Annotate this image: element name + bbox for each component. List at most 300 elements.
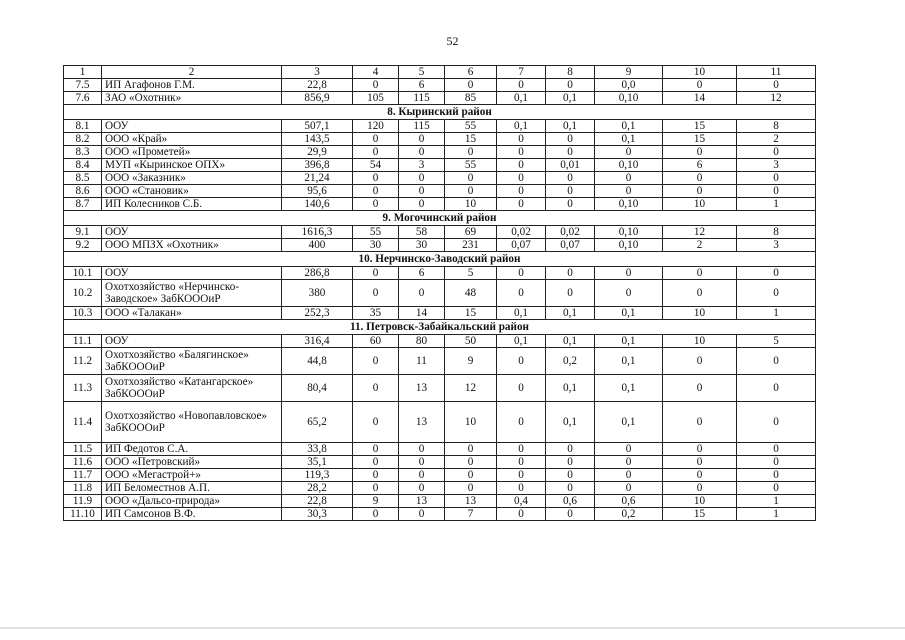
- row-number-cell: 7.5: [64, 79, 102, 92]
- column-number-cell: 2: [102, 66, 282, 79]
- table-row: [64, 92, 816, 105]
- value-cell: 0,01: [546, 159, 595, 172]
- value-cell: 0,1: [497, 92, 546, 105]
- value-cell: 252,3: [282, 307, 353, 320]
- column-number-cell: 11: [737, 66, 816, 79]
- organization-name-cell: ЗАО «Охотник»: [102, 92, 282, 105]
- value-cell: 0: [445, 146, 497, 159]
- value-cell: 0: [663, 267, 737, 280]
- value-cell: 0: [399, 172, 445, 185]
- value-cell: 0: [737, 375, 816, 402]
- value-cell: 0: [546, 469, 595, 482]
- value-cell: 0: [399, 280, 445, 307]
- table-row: [64, 456, 816, 469]
- value-cell: 30: [399, 239, 445, 252]
- value-cell: 0: [497, 172, 546, 185]
- table-row: [64, 482, 816, 495]
- table-row: [64, 335, 816, 348]
- row-number-cell: 11.7: [64, 469, 102, 482]
- value-cell: 0: [595, 443, 663, 456]
- value-cell: 0: [353, 280, 399, 307]
- row-number-cell: 11.3: [64, 375, 102, 402]
- organization-name-cell: ООО «Дальсо-природа»: [102, 495, 282, 508]
- value-cell: 0: [353, 267, 399, 280]
- district-section-row: [64, 105, 816, 120]
- value-cell: 0: [497, 508, 546, 521]
- organization-name-cell: МУП «Кыринское ОПХ»: [102, 159, 282, 172]
- value-cell: 0: [497, 267, 546, 280]
- row-number-cell: 11.9: [64, 495, 102, 508]
- table-row: [64, 172, 816, 185]
- value-cell: 13: [399, 402, 445, 443]
- value-cell: 0: [737, 146, 816, 159]
- table-row: [64, 443, 816, 456]
- column-number-cell: 10: [663, 66, 737, 79]
- row-number-cell: 8.4: [64, 159, 102, 172]
- hunting-data-table: [63, 65, 816, 521]
- value-cell: 12: [663, 226, 737, 239]
- column-number-cell: 3: [282, 66, 353, 79]
- value-cell: 0: [546, 508, 595, 521]
- value-cell: 0: [663, 172, 737, 185]
- organization-name-cell: Охотхозяйство «Нерчинско-Заводское» ЗабКОООиР: [102, 280, 282, 307]
- value-cell: 0: [546, 482, 595, 495]
- value-cell: 0: [399, 146, 445, 159]
- table-row: [64, 495, 816, 508]
- value-cell: 0: [353, 508, 399, 521]
- value-cell: 3: [737, 159, 816, 172]
- value-cell: 0,2: [546, 348, 595, 375]
- value-cell: 0: [399, 133, 445, 146]
- value-cell: 6: [399, 79, 445, 92]
- value-cell: 95,6: [282, 185, 353, 198]
- value-cell: 0: [737, 402, 816, 443]
- value-cell: 29,9: [282, 146, 353, 159]
- row-number-cell: 8.2: [64, 133, 102, 146]
- value-cell: 8: [737, 120, 816, 133]
- value-cell: 1: [737, 198, 816, 211]
- value-cell: 14: [399, 307, 445, 320]
- value-cell: 0: [663, 146, 737, 159]
- value-cell: 0: [445, 79, 497, 92]
- value-cell: 0: [595, 469, 663, 482]
- value-cell: 10: [445, 198, 497, 211]
- value-cell: 0: [737, 185, 816, 198]
- value-cell: 0: [497, 185, 546, 198]
- value-cell: 0: [353, 375, 399, 402]
- value-cell: 9: [445, 348, 497, 375]
- value-cell: 0: [546, 146, 595, 159]
- organization-name-cell: Охотхозяйство «Балягинское» ЗабКОООиР: [102, 348, 282, 375]
- value-cell: 1: [737, 495, 816, 508]
- value-cell: 0: [353, 198, 399, 211]
- value-cell: 13: [399, 495, 445, 508]
- value-cell: 115: [399, 92, 445, 105]
- table-row: [64, 239, 816, 252]
- value-cell: 10: [663, 198, 737, 211]
- value-cell: 0: [595, 456, 663, 469]
- column-number-cell: 1: [64, 66, 102, 79]
- organization-name-cell: ООО «Талакан»: [102, 307, 282, 320]
- value-cell: 0: [445, 469, 497, 482]
- value-cell: 0: [497, 159, 546, 172]
- value-cell: 0: [445, 185, 497, 198]
- organization-name-cell: ИП Самсонов В.Ф.: [102, 508, 282, 521]
- value-cell: 0: [546, 280, 595, 307]
- row-number-cell: 11.2: [64, 348, 102, 375]
- value-cell: 0,1: [546, 375, 595, 402]
- value-cell: 0,10: [595, 239, 663, 252]
- value-cell: 0: [663, 79, 737, 92]
- value-cell: 0,1: [595, 348, 663, 375]
- table-row: [64, 146, 816, 159]
- value-cell: 0,1: [497, 120, 546, 133]
- value-cell: 0: [663, 348, 737, 375]
- value-cell: 21,24: [282, 172, 353, 185]
- value-cell: 396,8: [282, 159, 353, 172]
- value-cell: 140,6: [282, 198, 353, 211]
- value-cell: 0: [663, 375, 737, 402]
- value-cell: 0: [546, 185, 595, 198]
- value-cell: 9: [353, 495, 399, 508]
- value-cell: 85: [445, 92, 497, 105]
- value-cell: 380: [282, 280, 353, 307]
- table-row: [64, 469, 816, 482]
- value-cell: 55: [353, 226, 399, 239]
- value-cell: 0,1: [546, 120, 595, 133]
- value-cell: 0: [737, 172, 816, 185]
- row-number-cell: 10.1: [64, 267, 102, 280]
- value-cell: 0: [546, 443, 595, 456]
- value-cell: 0: [737, 443, 816, 456]
- value-cell: 80,4: [282, 375, 353, 402]
- table-row: [64, 159, 816, 172]
- value-cell: 507,1: [282, 120, 353, 133]
- value-cell: 15: [445, 307, 497, 320]
- value-cell: 3: [737, 239, 816, 252]
- row-number-cell: 10.3: [64, 307, 102, 320]
- value-cell: 0: [497, 146, 546, 159]
- value-cell: 0: [546, 133, 595, 146]
- value-cell: 60: [353, 335, 399, 348]
- value-cell: 15: [663, 120, 737, 133]
- value-cell: 0: [353, 469, 399, 482]
- value-cell: 6: [399, 267, 445, 280]
- organization-name-cell: Охотхозяйство «Катангарское» ЗабКОООиР: [102, 375, 282, 402]
- value-cell: 0,1: [497, 307, 546, 320]
- value-cell: 0: [399, 198, 445, 211]
- value-cell: 0: [497, 469, 546, 482]
- row-number-cell: 7.6: [64, 92, 102, 105]
- value-cell: 7: [445, 508, 497, 521]
- table-row: [64, 226, 816, 239]
- row-number-cell: 11.1: [64, 335, 102, 348]
- value-cell: 55: [445, 159, 497, 172]
- value-cell: 0: [353, 146, 399, 159]
- value-cell: 0,2: [595, 508, 663, 521]
- value-cell: 48: [445, 280, 497, 307]
- value-cell: 0: [353, 482, 399, 495]
- value-cell: 0: [663, 185, 737, 198]
- value-cell: 0: [399, 508, 445, 521]
- district-section-row: [64, 320, 816, 335]
- value-cell: 0: [353, 185, 399, 198]
- row-number-cell: 11.4: [64, 402, 102, 443]
- value-cell: 0,10: [595, 159, 663, 172]
- value-cell: 35,1: [282, 456, 353, 469]
- value-cell: 0: [353, 133, 399, 146]
- column-number-cell: 8: [546, 66, 595, 79]
- value-cell: 10: [663, 335, 737, 348]
- value-cell: 0: [497, 198, 546, 211]
- organization-name-cell: ООО МПЗХ «Охотник»: [102, 239, 282, 252]
- value-cell: 0: [353, 348, 399, 375]
- row-number-cell: 11.6: [64, 456, 102, 469]
- value-cell: 0,07: [546, 239, 595, 252]
- value-cell: 0: [663, 456, 737, 469]
- value-cell: 10: [445, 402, 497, 443]
- value-cell: 0: [445, 172, 497, 185]
- value-cell: 22,8: [282, 79, 353, 92]
- organization-name-cell: ООО «Становик»: [102, 185, 282, 198]
- value-cell: 120: [353, 120, 399, 133]
- value-cell: 0: [445, 443, 497, 456]
- table-row: [64, 133, 816, 146]
- value-cell: 6: [663, 159, 737, 172]
- table-row: [64, 348, 816, 375]
- table-row: [64, 120, 816, 133]
- value-cell: 0,10: [595, 92, 663, 105]
- organization-name-cell: Охотхозяйство «Новопавловское» ЗабКОООиР: [102, 402, 282, 443]
- column-number-cell: 4: [353, 66, 399, 79]
- value-cell: 22,8: [282, 495, 353, 508]
- value-cell: 0: [399, 469, 445, 482]
- value-cell: 286,8: [282, 267, 353, 280]
- value-cell: 12: [445, 375, 497, 402]
- value-cell: 119,3: [282, 469, 353, 482]
- value-cell: 0: [353, 79, 399, 92]
- value-cell: 30: [353, 239, 399, 252]
- value-cell: 0: [546, 79, 595, 92]
- value-cell: 856,9: [282, 92, 353, 105]
- column-number-row: [64, 66, 816, 79]
- value-cell: 0,1: [595, 335, 663, 348]
- value-cell: 0: [595, 267, 663, 280]
- page-number: 52: [446, 34, 459, 48]
- value-cell: 0: [497, 348, 546, 375]
- organization-name-cell: ООУ: [102, 335, 282, 348]
- value-cell: 1: [737, 508, 816, 521]
- value-cell: 0: [497, 79, 546, 92]
- value-cell: 11: [399, 348, 445, 375]
- value-cell: 0: [595, 146, 663, 159]
- value-cell: 0: [353, 402, 399, 443]
- value-cell: 0: [737, 469, 816, 482]
- value-cell: 13: [399, 375, 445, 402]
- value-cell: 0: [595, 185, 663, 198]
- value-cell: 0: [399, 482, 445, 495]
- value-cell: 0: [497, 280, 546, 307]
- value-cell: 0: [663, 402, 737, 443]
- value-cell: 0,10: [595, 198, 663, 211]
- value-cell: 0,6: [595, 495, 663, 508]
- value-cell: 0: [546, 198, 595, 211]
- value-cell: 0,1: [595, 120, 663, 133]
- table-row: [64, 375, 816, 402]
- value-cell: 0: [663, 280, 737, 307]
- value-cell: 0: [737, 267, 816, 280]
- value-cell: 0: [353, 443, 399, 456]
- value-cell: 15: [663, 133, 737, 146]
- value-cell: 0: [399, 456, 445, 469]
- value-cell: 13: [445, 495, 497, 508]
- value-cell: 0: [595, 280, 663, 307]
- value-cell: 105: [353, 92, 399, 105]
- value-cell: 0,02: [497, 226, 546, 239]
- value-cell: 316,4: [282, 335, 353, 348]
- value-cell: 0: [546, 267, 595, 280]
- value-cell: 28,2: [282, 482, 353, 495]
- value-cell: 55: [445, 120, 497, 133]
- district-section-row: [64, 252, 816, 267]
- value-cell: 10: [663, 307, 737, 320]
- organization-name-cell: ООО «Край»: [102, 133, 282, 146]
- row-number-cell: 8.1: [64, 120, 102, 133]
- organization-name-cell: ИП Колесников С.Б.: [102, 198, 282, 211]
- column-number-cell: 7: [497, 66, 546, 79]
- value-cell: 0: [737, 456, 816, 469]
- table-row: [64, 402, 816, 443]
- value-cell: 231: [445, 239, 497, 252]
- value-cell: 0: [399, 443, 445, 456]
- value-cell: 30,3: [282, 508, 353, 521]
- row-number-cell: 11.5: [64, 443, 102, 456]
- value-cell: 33,8: [282, 443, 353, 456]
- table-row: [64, 280, 816, 307]
- value-cell: 5: [737, 335, 816, 348]
- value-cell: 12: [737, 92, 816, 105]
- value-cell: 0: [737, 482, 816, 495]
- row-number-cell: 11.8: [64, 482, 102, 495]
- value-cell: 0: [737, 79, 816, 92]
- value-cell: 0: [595, 482, 663, 495]
- row-number-cell: 11.10: [64, 508, 102, 521]
- organization-name-cell: ИП Федотов С.А.: [102, 443, 282, 456]
- value-cell: 0: [663, 443, 737, 456]
- value-cell: 0: [353, 172, 399, 185]
- value-cell: 2: [663, 239, 737, 252]
- value-cell: 80: [399, 335, 445, 348]
- value-cell: 0: [497, 133, 546, 146]
- value-cell: 15: [663, 508, 737, 521]
- value-cell: 5: [445, 267, 497, 280]
- value-cell: 14: [663, 92, 737, 105]
- value-cell: 0,1: [546, 335, 595, 348]
- value-cell: 58: [399, 226, 445, 239]
- value-cell: 0,0: [595, 79, 663, 92]
- value-cell: 0,6: [546, 495, 595, 508]
- value-cell: 0: [737, 280, 816, 307]
- value-cell: 0: [497, 482, 546, 495]
- value-cell: 0: [445, 482, 497, 495]
- row-number-cell: 8.6: [64, 185, 102, 198]
- value-cell: 1616,3: [282, 226, 353, 239]
- value-cell: 15: [445, 133, 497, 146]
- value-cell: 10: [663, 495, 737, 508]
- table-row: [64, 185, 816, 198]
- value-cell: 400: [282, 239, 353, 252]
- table-row: [64, 508, 816, 521]
- value-cell: 0,10: [595, 226, 663, 239]
- value-cell: 0,4: [497, 495, 546, 508]
- value-cell: 3: [399, 159, 445, 172]
- value-cell: 0,1: [595, 307, 663, 320]
- organization-name-cell: ООУ: [102, 226, 282, 239]
- row-number-cell: 9.2: [64, 239, 102, 252]
- organization-name-cell: ООО «Мегастрой+»: [102, 469, 282, 482]
- value-cell: 0: [497, 443, 546, 456]
- district-title: 11. Петровск-Забайкальский район: [64, 320, 816, 335]
- district-section-row: [64, 211, 816, 226]
- column-number-cell: 5: [399, 66, 445, 79]
- table-body: [64, 66, 816, 521]
- value-cell: 0: [497, 402, 546, 443]
- organization-name-cell: ООО «Заказник»: [102, 172, 282, 185]
- value-cell: 0: [737, 348, 816, 375]
- organization-name-cell: ООУ: [102, 267, 282, 280]
- row-number-cell: 8.5: [64, 172, 102, 185]
- value-cell: 0: [663, 482, 737, 495]
- organization-name-cell: ИП Агафонов Г.М.: [102, 79, 282, 92]
- value-cell: 0,1: [546, 402, 595, 443]
- value-cell: 0: [399, 185, 445, 198]
- value-cell: 115: [399, 120, 445, 133]
- table-row: [64, 307, 816, 320]
- value-cell: 69: [445, 226, 497, 239]
- value-cell: 0,1: [595, 402, 663, 443]
- row-number-cell: 8.7: [64, 198, 102, 211]
- value-cell: 0,02: [546, 226, 595, 239]
- district-title: 8. Кыринский район: [64, 105, 816, 120]
- value-cell: 0: [595, 172, 663, 185]
- organization-name-cell: ООУ: [102, 120, 282, 133]
- value-cell: 0: [546, 172, 595, 185]
- table-row: [64, 198, 816, 211]
- value-cell: 0,1: [546, 92, 595, 105]
- value-cell: 35: [353, 307, 399, 320]
- value-cell: 50: [445, 335, 497, 348]
- organization-name-cell: ООО «Петровский»: [102, 456, 282, 469]
- value-cell: 0,1: [546, 307, 595, 320]
- district-title: 9. Могочинский район: [64, 211, 816, 226]
- value-cell: 0,1: [595, 375, 663, 402]
- value-cell: 0,1: [595, 133, 663, 146]
- value-cell: 54: [353, 159, 399, 172]
- value-cell: 8: [737, 226, 816, 239]
- value-cell: 0: [663, 469, 737, 482]
- value-cell: 0,07: [497, 239, 546, 252]
- value-cell: 65,2: [282, 402, 353, 443]
- row-number-cell: 9.1: [64, 226, 102, 239]
- value-cell: 0: [353, 456, 399, 469]
- organization-name-cell: ООО «Прометей»: [102, 146, 282, 159]
- column-number-cell: 9: [595, 66, 663, 79]
- table-row: [64, 267, 816, 280]
- page-edge-line: [0, 627, 905, 629]
- value-cell: 0,1: [497, 335, 546, 348]
- value-cell: 143,5: [282, 133, 353, 146]
- value-cell: 0: [546, 456, 595, 469]
